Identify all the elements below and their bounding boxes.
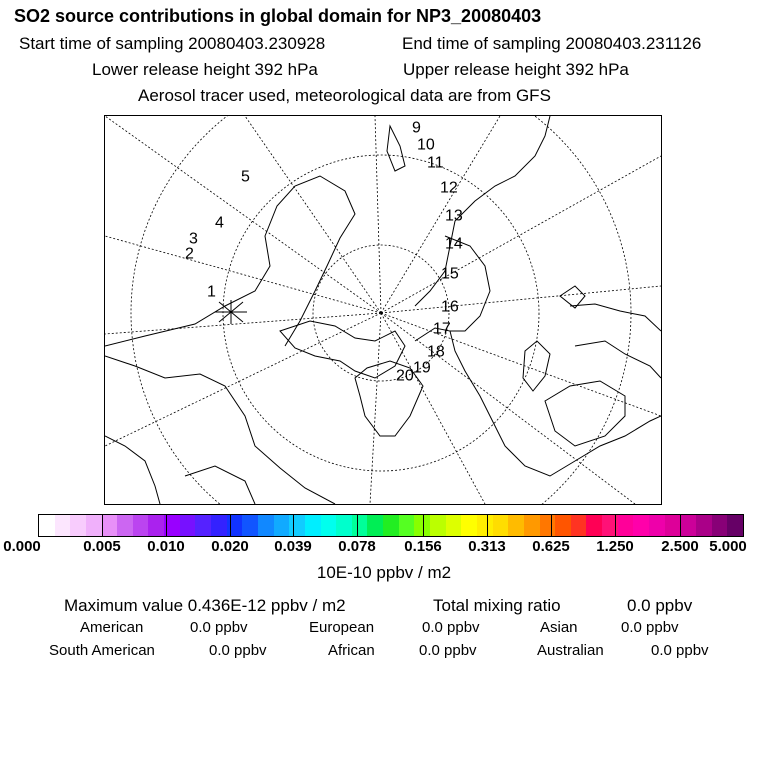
region-value-australian: 0.0 ppbv — [651, 642, 709, 659]
map-canvas — [105, 116, 661, 504]
total-mixing-value: 0.0 ppbv — [627, 596, 693, 615]
colorbar-tick — [615, 514, 616, 537]
colorbar-cell — [336, 515, 352, 536]
meridian-line — [105, 116, 381, 313]
meridian-line — [245, 116, 381, 313]
colorbar — [38, 514, 744, 537]
colorbar-cell — [649, 515, 665, 536]
colorbar-cell — [211, 515, 227, 536]
upper-height-label: Upper release height 392 hPa — [403, 60, 629, 79]
graticule — [105, 116, 661, 504]
end-time-label: End time of sampling 20080403.231126 — [402, 34, 702, 53]
region-value-asian: 0.0 ppbv — [621, 619, 679, 636]
polar-map — [104, 115, 662, 505]
colorbar-cell — [305, 515, 321, 536]
colorbar-cell — [727, 515, 743, 536]
meridian-line — [105, 313, 381, 446]
trajectory-label: 12 — [440, 179, 458, 197]
colorbar-tick-label: 0.625 — [532, 538, 570, 555]
colorbar-cell — [148, 515, 164, 536]
colorbar-cell — [524, 515, 540, 536]
colorbar-cell — [352, 515, 368, 536]
colorbar-cell — [477, 515, 493, 536]
coastline — [105, 176, 355, 346]
coastline — [185, 466, 255, 504]
colorbar-tick-label: 0.020 — [211, 538, 249, 555]
colorbar-tick-label: 0.010 — [147, 538, 185, 555]
coastline — [570, 304, 661, 331]
region-name-australian: Australian — [537, 642, 604, 659]
trajectory-label: 4 — [215, 214, 224, 232]
colorbar-tick — [293, 514, 294, 537]
trajectory-label: 20 — [396, 367, 414, 385]
trajectory-label: 15 — [441, 265, 459, 283]
coastline — [415, 328, 661, 476]
region-value-south-american: 0.0 ppbv — [209, 642, 267, 659]
meridian-line — [370, 313, 381, 504]
colorbar-cell — [493, 515, 509, 536]
max-value-label: Maximum value 0.436E-12 ppbv / m2 — [64, 596, 346, 615]
colorbar-cell — [555, 515, 571, 536]
trajectory-labels — [185, 119, 463, 384]
colorbar-tick — [102, 514, 103, 537]
colorbar-cell — [383, 515, 399, 536]
colorbar-tick-label: 5.000 — [709, 538, 747, 555]
colorbar-cell — [571, 515, 587, 536]
trajectory-label: 1 — [207, 283, 216, 301]
colorbar-tick-label: 0.005 — [83, 538, 121, 555]
colorbar-cell — [242, 515, 258, 536]
page-title: SO2 source contributions in global domain for NP3_20080403 — [14, 6, 542, 26]
colorbar-cell — [195, 515, 211, 536]
trajectory-label: 9 — [412, 119, 421, 137]
colorbar-tick-label: 1.250 — [596, 538, 634, 555]
meridian-line — [381, 313, 485, 504]
tracer-note: Aerosol tracer used, meteorological data are from GFS — [138, 86, 551, 105]
region-name-south-american: South American — [49, 642, 155, 659]
colorbar-tick-label: 2.500 — [661, 538, 699, 555]
trajectory-label: 14 — [445, 235, 463, 253]
meridian-line — [381, 313, 635, 504]
coastline — [545, 381, 625, 446]
colorbar-cell — [55, 515, 71, 536]
colorbar-cell — [540, 515, 556, 536]
meridian-line — [105, 236, 381, 313]
colorbar-tick — [166, 514, 167, 537]
trajectory-label: 5 — [241, 168, 250, 186]
total-mixing-label: Total mixing ratio — [433, 596, 561, 615]
colorbar-tick — [230, 514, 231, 537]
meridian-line — [105, 313, 381, 334]
colorbar-cell — [586, 515, 602, 536]
colorbar-tick — [680, 514, 681, 537]
colorbar-cell — [180, 515, 196, 536]
trajectory-label: 11 — [427, 154, 444, 172]
colorbar-cell — [461, 515, 477, 536]
region-value-american: 0.0 ppbv — [190, 619, 248, 636]
colorbar-tick — [551, 514, 552, 537]
colorbar-tick-label: 0.078 — [338, 538, 376, 555]
coastline — [280, 321, 405, 378]
colorbar-tick-label: 0.000 — [3, 538, 41, 555]
colorbar-cell — [289, 515, 305, 536]
colorbar-tick-label: 0.156 — [404, 538, 442, 555]
colorbar-cell — [102, 515, 118, 536]
coastline — [105, 436, 160, 504]
colorbar-cell — [696, 515, 712, 536]
colorbar-cell — [446, 515, 462, 536]
colorbar-tick — [487, 514, 488, 537]
colorbar-cell — [133, 515, 149, 536]
meridian-line — [381, 116, 500, 316]
colorbar-cell — [86, 515, 102, 536]
trajectory-label: 17 — [433, 320, 451, 338]
meridian-line — [381, 286, 661, 316]
colorbar-cell — [680, 515, 696, 536]
region-name-asian: Asian — [540, 619, 578, 636]
lower-height-label: Lower release height 392 hPa — [92, 60, 318, 79]
colorbar-cell — [633, 515, 649, 536]
meridian-line — [375, 116, 381, 313]
trajectory-label: 16 — [441, 298, 459, 316]
colorbar-cell — [321, 515, 337, 536]
trajectory-label: 2 — [185, 245, 194, 263]
colorbar-cell — [712, 515, 728, 536]
colorbar-cell — [39, 515, 55, 536]
coastline — [523, 341, 550, 391]
asterisk-marker — [215, 300, 247, 324]
region-name-american: American — [80, 619, 144, 636]
colorbar-cell — [258, 515, 274, 536]
coastline — [575, 341, 661, 378]
colorbar-cell — [618, 515, 634, 536]
trajectory-label: 18 — [427, 343, 445, 361]
colorbar-cell — [430, 515, 446, 536]
trajectory-label: 13 — [445, 207, 463, 225]
region-name-african: African — [328, 642, 375, 659]
region-name-european: European — [309, 619, 375, 636]
trajectory-label: 10 — [417, 136, 435, 154]
trajectory-label: 19 — [413, 359, 431, 377]
region-value-european: 0.0 ppbv — [422, 619, 480, 636]
colorbar-cell — [70, 515, 86, 536]
region-value-african: 0.0 ppbv — [419, 642, 477, 659]
colorbar-cell — [367, 515, 383, 536]
colorbar-tick-label: 0.313 — [468, 538, 506, 555]
coastlines — [105, 116, 661, 504]
start-time-label: Start time of sampling 20080403.230928 — [19, 34, 326, 53]
colorbar-tick — [357, 514, 358, 537]
meridian-line — [381, 156, 661, 316]
colorbar-tick-label: 0.039 — [274, 538, 312, 555]
colorbar-cell — [508, 515, 524, 536]
latitude-circle-outer — [131, 116, 631, 504]
colorbar-cell — [399, 515, 415, 536]
colorbar-cell — [274, 515, 290, 536]
colorbar-cell — [117, 515, 133, 536]
trajectory-label: 3 — [189, 230, 198, 248]
coastline — [105, 356, 335, 504]
colorbar-units: 10E-10 ppbv / m2 — [316, 563, 452, 582]
colorbar-cell — [665, 515, 681, 536]
colorbar-tick — [423, 514, 424, 537]
coastline — [387, 126, 405, 171]
